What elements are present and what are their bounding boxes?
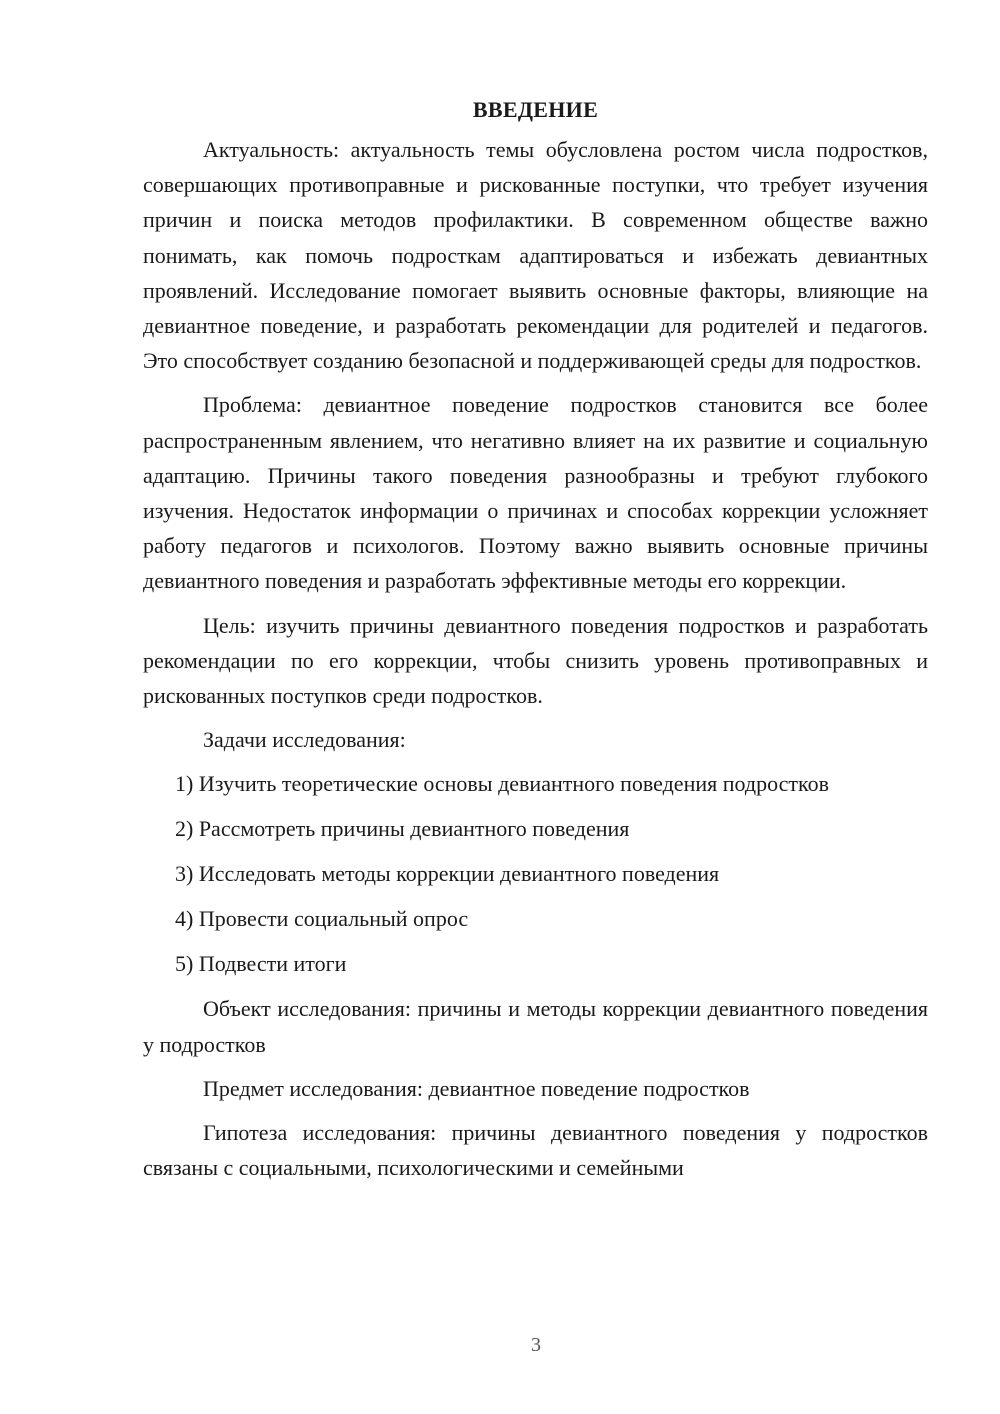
tasks-list xyxy=(143,766,928,981)
document-page xyxy=(143,92,928,1194)
list-item: 2) Рассмотреть причины девиантного поведения xyxy=(175,816,630,842)
object-paragraph: Объект исследования: причины и методы коррекции девиантного поведения у подростков xyxy=(143,996,928,1057)
goal-paragraph: Цель: изучить причины девиантного поведения подростков и разработать рекомендации по его коррекции, чтобы снизить уровень противоправных и рискованных поступков среди подростков. xyxy=(143,612,928,709)
tasks-title: Задачи исследования: xyxy=(203,727,406,753)
list-item: 5) Подвести итоги xyxy=(175,951,347,977)
page-number: 3 xyxy=(531,1334,541,1356)
relevance-paragraph: Актуальность: актуальность темы обусловлена ростом числа подростков, совершающих противоправные и рискованные поступки, что требует изучения причин и поиска методов профилактики. В современном обществе важно понимать, как помочь подросткам адаптироваться и избежать девиантных проявлений. Исследование помогает выявить основные факторы, влияющие на девиантное поведение, и разработать рекомендации для родителей и педагогов. Это способствует созданию безопасной и поддерживающей среды для подростков. xyxy=(143,137,928,374)
list-item: 3) Исследовать методы коррекции девиантного поведения xyxy=(175,861,720,887)
hypothesis-paragraph: Гипотеза исследования: причины девиантного поведения у подростков связаны с социальными, психологическими и семейными xyxy=(143,1120,928,1181)
section-heading: ВВЕДЕНИЕ xyxy=(472,97,599,122)
problem-paragraph: Проблема: девиантное поведение подростков становится все более распространенным явлением, что негативно влияет на их развитие и социальную адаптацию. Причины такого поведения разнообразны и требуют глубокого изучения. Недостаток информации о причинах и способах коррекции усложняет работу педагогов и психологов. Поэтому важно выявить основные причины девиантного поведения и разработать эффективные методы его коррекции. xyxy=(143,392,928,594)
subject-paragraph: Предмет исследования: девиантное поведение подростков xyxy=(203,1075,750,1101)
list-item: 4) Провести социальный опрос xyxy=(175,906,469,932)
list-item: 1) Изучить теоретические основы девиантного поведения подростков xyxy=(175,771,829,797)
